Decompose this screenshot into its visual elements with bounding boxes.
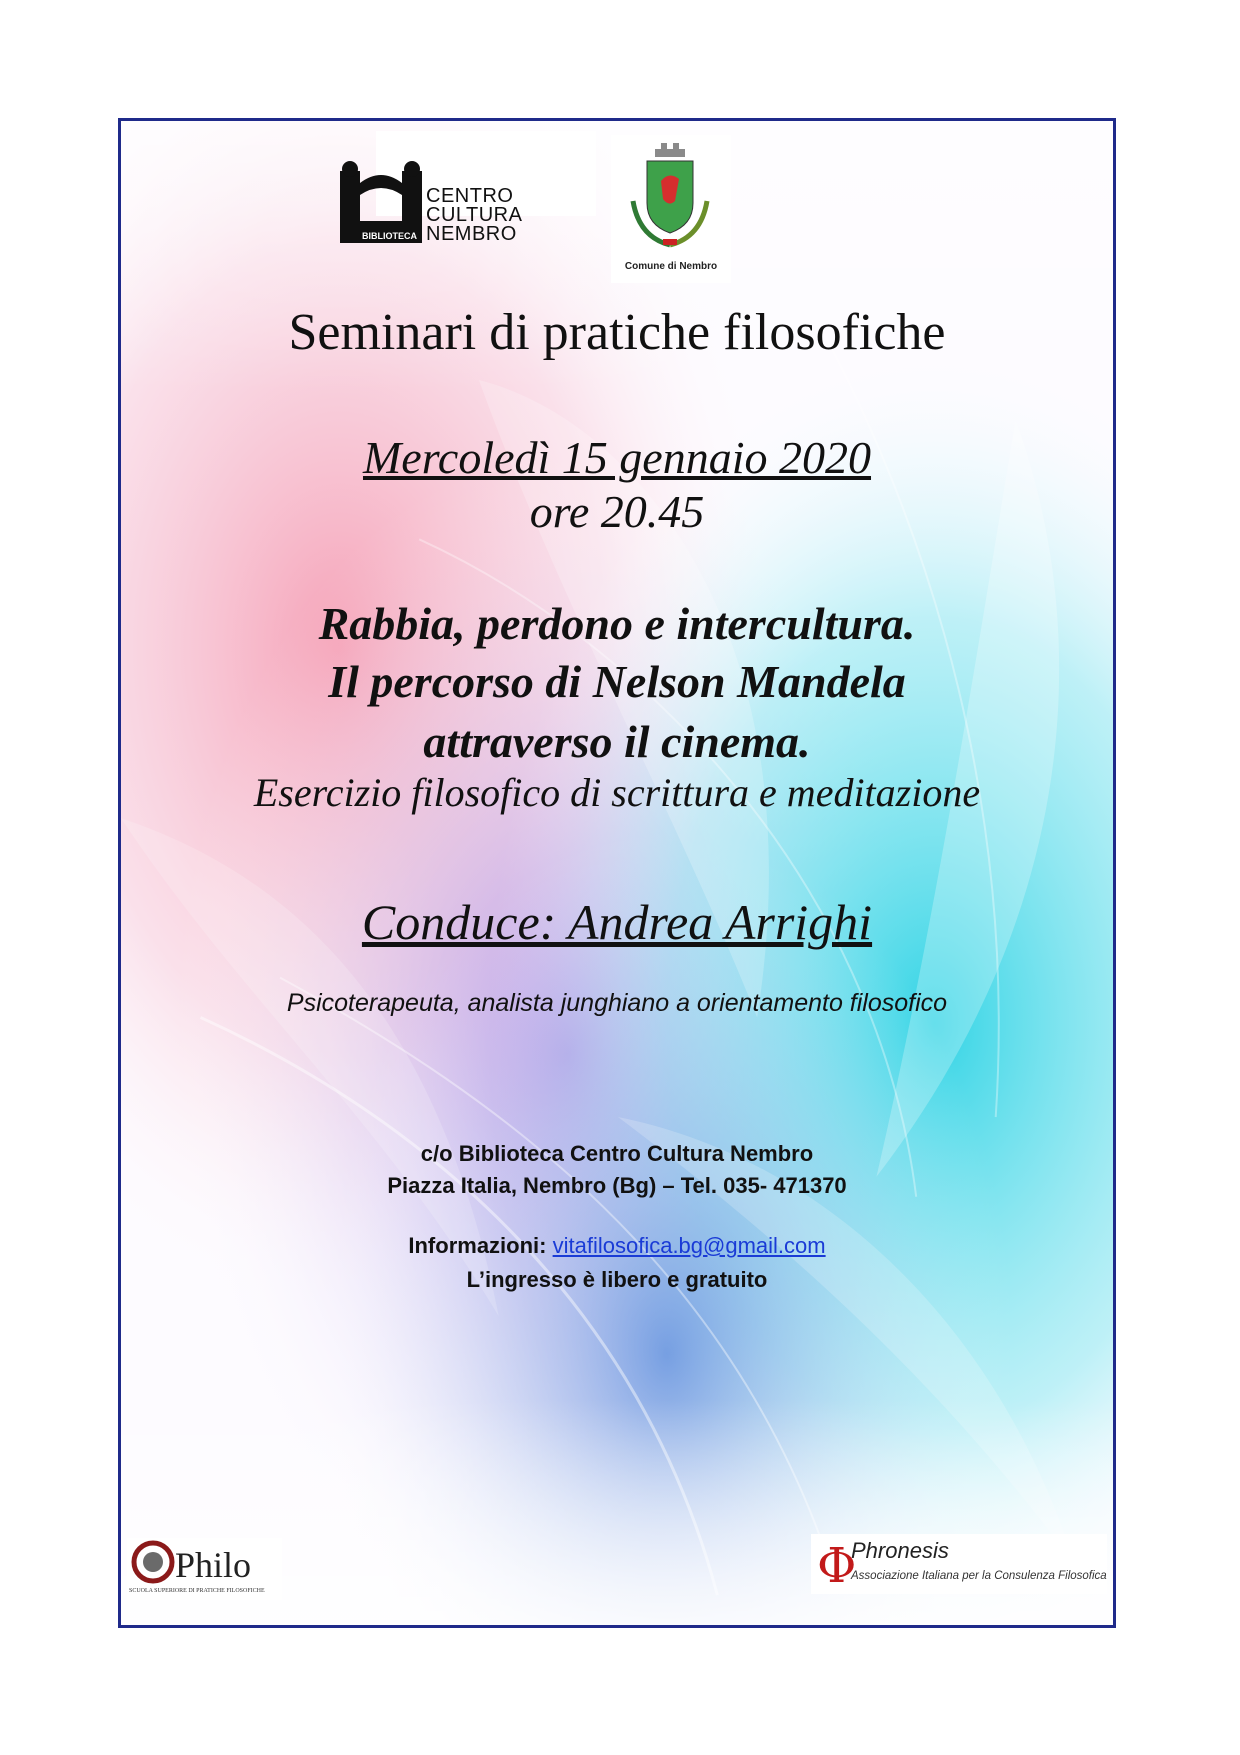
philo-logo <box>127 1538 282 1600</box>
host-role: Psicoterapeuta, analista junghiano a orientamento filosofico <box>286 989 948 1017</box>
comune-logo <box>611 135 731 283</box>
comune-logo-label: Comune di Nembro <box>624 261 718 272</box>
subtitle: Esercizio filosofico di scrittura e meditazione <box>253 770 981 815</box>
entry-note: L’ingresso è libero e gratuito <box>466 1267 768 1292</box>
event-date: Mercoledì 15 gennaio 2020 <box>362 432 872 483</box>
content-layer <box>121 121 1113 1625</box>
phronesis-logo-name: Phronesis <box>851 1538 949 1563</box>
library-logo-small: BIBLIOTECA <box>362 231 417 241</box>
philo-logo-name: Philo <box>175 1545 252 1585</box>
topic-line-3: attraverso il cinema. <box>423 716 811 767</box>
library-logo-line3: NEMBRO <box>426 223 517 245</box>
coat-of-arms-icon <box>625 141 715 251</box>
info-label: Informazioni: <box>408 1233 547 1258</box>
topic-line-1: Rabbia, perdono e intercultura. <box>318 598 916 649</box>
event-time: ore 20.45 <box>529 486 705 537</box>
poster-frame <box>118 118 1116 1628</box>
phronesis-logo <box>811 1534 1107 1594</box>
host-name: Conduce: Andrea Arrighi <box>361 894 873 950</box>
phi-icon: Φ <box>817 1538 857 1594</box>
library-logo-line2: CULTURA <box>426 204 523 226</box>
topic-line-2: Il percorso di Nelson Mandela <box>328 656 906 707</box>
philo-logo-tagline: SCUOLA SUPERIORE DI PRATICHE FILOSOFICHE <box>129 1588 265 1594</box>
library-logo-line1: CENTRO <box>426 185 514 207</box>
info-email-link[interactable]: vitafilosofica.bg@gmail.com <box>552 1233 826 1258</box>
venue-line-1: c/o Biblioteca Centro Cultura Nembro <box>420 1141 814 1166</box>
venue-line-2: Piazza Italia, Nembro (Bg) – Tel. 035- 471370 <box>387 1173 847 1198</box>
page-title: Seminari di pratiche filosofiche <box>288 304 946 361</box>
philo-logo-icon <box>131 1540 175 1584</box>
phronesis-logo-tagline: Associazione Italiana per la Consulenza Filosofica <box>851 1570 1107 1582</box>
library-logo <box>362 131 596 245</box>
info-line <box>121 1233 1113 1259</box>
